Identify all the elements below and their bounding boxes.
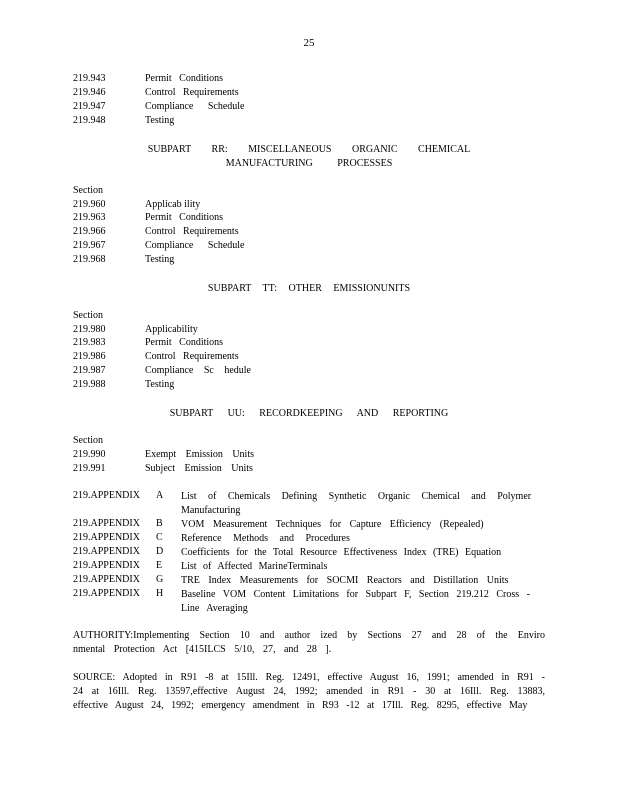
appendix-number: 219.APPENDIX [73,574,140,585]
appendix-number: 219.APPENDIX [73,560,140,571]
section-title: Applicab ility [145,199,201,210]
section-title: Testing [145,379,175,390]
section-title: Compliance Schedule [145,101,245,112]
subpart-rr-heading-line2: MANUFACTURING PROCESSES [225,158,393,169]
appendix-title: List of Affected MarineTerminals [181,561,328,572]
section-number: 219.968 [73,254,106,265]
authority-note: AUTHORITY:Implementing Section 10 and author ized by Sections 27 and 28 of the Enviro nmental Protection Act [415ILCS 5/10, 27, and 28 ]. [73,630,545,655]
section-number: 219.987 [73,365,106,376]
appendix-title: Reference Methods and Procedures [181,533,350,544]
section-title: Compliance Sc hedule [145,365,251,376]
appendix-letter: C [156,532,163,543]
appendix-letter: E [156,560,163,571]
appendix-letter: A [156,490,164,501]
subpart-rr-heading-line1: SUBPART RR: MISCELLANEOUS ORGANIC CHEMICAL [147,144,471,155]
appendix-title: Baseline VOM Content Limitations for Subpart F, Section 219.212 Cross - Line Averaging [181,589,530,614]
subpart-uu-heading: SUBPART UU: RECORDKEEPING AND REPORTING [169,408,449,419]
section-title: Permit Conditions [145,73,224,84]
section-title: Control Requirements [145,87,239,98]
section-number: 219.967 [73,240,106,251]
section-number: 219.986 [73,351,106,362]
source-note: SOURCE: Adopted in R91 -8 at 15Ill. Reg. 12491, effective August 16, 1991; amended in R91 - 24 at 16Ill. Reg. 13597,effective August 24, 1992; amended in R91 - 30 at 16Ill. Reg. 13883, effective August 24, 1992; emergency amendment in R93 -12 at 17Ill. Reg. 8295, effective May [73,672,545,711]
section-number: 219.980 [73,324,106,335]
section-title: Exempt Emission Units [145,449,254,460]
subpart-tt-heading: SUBPART TT: OTHER EMISSIONUNITS [207,283,411,294]
section-title: Testing [145,254,175,265]
appendix-title: VOM Measurement Techniques for Capture Efficiency (Repealed) [181,519,484,530]
section-number: 219.991 [73,463,106,474]
section-title: Applicability [145,324,198,335]
appendix-number: 219.APPENDIX [73,490,140,501]
section-number: 219.988 [73,379,106,390]
section-title: Permit Conditions [145,337,224,348]
section-label: Section [73,435,103,446]
section-title: Subject Emission Units [145,463,253,474]
section-number: 219.947 [73,101,106,112]
appendix-title: TRE Index Measurements for SOCMI Reactors and Distillation Units [181,575,509,586]
section-title: Testing [145,115,175,126]
section-title: Control Requirements [145,226,239,237]
section-number: 219.943 [73,73,106,84]
section-number: 219.946 [73,87,106,98]
appendix-number: 219.APPENDIX [73,532,140,543]
page-number: 25 [303,37,315,49]
section-number: 219.983 [73,337,106,348]
section-number: 219.948 [73,115,106,126]
section-number: 219.960 [73,199,106,210]
section-label: Section [73,185,103,196]
appendix-title: List of Chemicals Defining Synthetic Organic Chemical and Polymer Manufacturing [181,491,532,516]
section-number: 219.966 [73,226,106,237]
section-title: Control Requirements [145,351,239,362]
appendix-letter: B [156,518,163,529]
section-label: Section [73,310,103,321]
section-number: 219.963 [73,212,106,223]
appendix-number: 219.APPENDIX [73,546,140,557]
appendix-letter: D [156,546,164,557]
section-number: 219.990 [73,449,106,460]
appendix-letter: H [156,588,164,599]
appendix-title: Coefficients for the Total Resource Effectiveness Index (TRE) Equation [181,547,502,558]
appendix-letter: G [156,574,164,585]
section-title: Permit Conditions [145,212,224,223]
appendix-number: 219.APPENDIX [73,518,140,529]
appendix-number: 219.APPENDIX [73,588,140,599]
section-title: Compliance Schedule [145,240,245,251]
